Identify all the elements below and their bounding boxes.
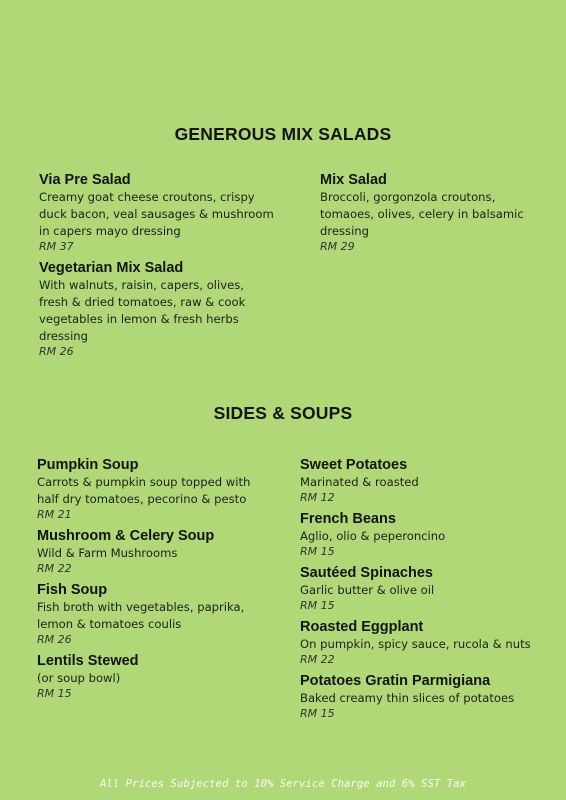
item-desc-line: Baked creamy thin slices of potatoes bbox=[300, 691, 515, 705]
menu-item bbox=[37, 653, 292, 701]
item-desc-line: Garlic butter & olive oil bbox=[300, 583, 435, 597]
item-name: Vegetarian Mix Salad bbox=[39, 260, 184, 276]
item-desc-line: dressing bbox=[320, 224, 370, 238]
menu-item bbox=[300, 619, 556, 667]
section-title-salads: GENEROUS MIX SALADS bbox=[174, 124, 392, 144]
menu-item bbox=[300, 673, 556, 721]
item-name: Potatoes Gratin Parmigiana bbox=[300, 673, 491, 689]
menu-item bbox=[320, 172, 550, 254]
menu-item bbox=[37, 457, 292, 522]
item-desc-line: (or soup bowl) bbox=[37, 671, 121, 685]
item-desc-line: half dry tomatoes, pecorino & pesto bbox=[37, 492, 247, 506]
item-price: RM 15 bbox=[300, 707, 335, 720]
sides-right-column bbox=[300, 457, 556, 727]
item-desc-line: vegetables in lemon & fresh herbs bbox=[39, 312, 239, 326]
item-price: RM 37 bbox=[39, 240, 74, 253]
item-price: RM 26 bbox=[37, 633, 72, 646]
item-price: RM 29 bbox=[320, 240, 355, 253]
item-desc-line: Wild & Farm Mushrooms bbox=[37, 546, 178, 560]
item-price: RM 12 bbox=[300, 491, 335, 504]
item-name: Via Pre Salad bbox=[39, 172, 131, 188]
item-price: RM 21 bbox=[37, 508, 72, 521]
item-name: Roasted Eggplant bbox=[300, 619, 424, 635]
item-price: RM 22 bbox=[37, 562, 72, 575]
item-price: RM 15 bbox=[300, 545, 335, 558]
item-name: Lentils Stewed bbox=[37, 653, 139, 669]
section-title-sides: SIDES & SOUPS bbox=[213, 403, 353, 423]
salads-right-column bbox=[320, 172, 550, 260]
item-price: RM 26 bbox=[39, 345, 74, 358]
item-desc-line: lemon & tomatoes coulis bbox=[37, 617, 182, 631]
item-name: French Beans bbox=[300, 511, 396, 527]
salads-left-column bbox=[39, 172, 299, 365]
menu-item bbox=[300, 511, 556, 559]
menu-item bbox=[300, 457, 556, 505]
item-desc-line: Broccoli, gorgonzola croutons, bbox=[320, 190, 496, 204]
menu-item bbox=[37, 528, 292, 576]
item-name: Pumpkin Soup bbox=[37, 457, 139, 473]
item-name: Sweet Potatoes bbox=[300, 457, 408, 473]
item-desc-line: fresh & dried tomatoes, raw & cook bbox=[39, 295, 246, 309]
item-desc-line: Aglio, olio & peperoncino bbox=[300, 529, 446, 543]
item-desc-line: duck bacon, veal sausages & mushroom bbox=[39, 207, 274, 221]
item-desc-line: Marinated & roasted bbox=[300, 475, 419, 489]
item-desc-line: in capers mayo dressing bbox=[39, 224, 181, 238]
item-desc-line: Carrots & pumpkin soup topped with bbox=[37, 475, 251, 489]
item-desc-line: Creamy goat cheese croutons, crispy bbox=[39, 190, 255, 204]
menu-item bbox=[39, 260, 299, 359]
menu-item bbox=[300, 565, 556, 613]
item-desc-line: Fish broth with vegetables, paprika, bbox=[37, 600, 245, 614]
item-desc-line: dressing bbox=[39, 329, 89, 343]
item-price: RM 22 bbox=[300, 653, 335, 666]
menu-item bbox=[39, 172, 299, 254]
item-name: Mix Salad bbox=[320, 172, 387, 188]
item-name: Mushroom & Celery Soup bbox=[37, 528, 215, 544]
item-price: RM 15 bbox=[300, 599, 335, 612]
item-name: Sautéed Spinaches bbox=[300, 565, 433, 581]
sides-left-column bbox=[37, 457, 292, 707]
item-price: RM 15 bbox=[37, 687, 72, 700]
menu-item bbox=[37, 582, 292, 647]
item-desc-line: On pumpkin, spicy sauce, rucola & nuts bbox=[300, 637, 531, 651]
item-name: Fish Soup bbox=[37, 582, 108, 598]
item-desc-line: With walnuts, raisin, capers, olives, bbox=[39, 278, 244, 292]
footer-note: All Prices Subjected to 10% Service Charge and 6% SST Tax bbox=[99, 778, 467, 790]
item-desc-line: tomaoes, olives, celery in balsamic bbox=[320, 207, 524, 221]
